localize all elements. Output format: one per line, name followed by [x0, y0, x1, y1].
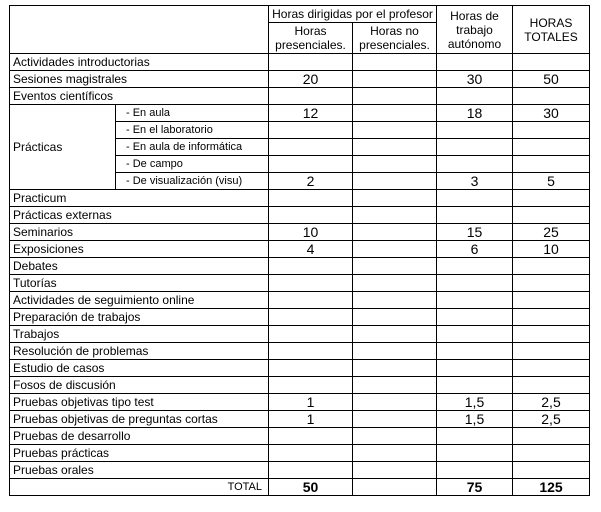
- table-row: [10, 224, 590, 241]
- total-total: 125: [513, 479, 590, 496]
- cell-presenciales: 2: [269, 173, 353, 190]
- header-no-presenciales: Horas no presenciales.: [353, 23, 437, 54]
- row-label: Pruebas orales: [10, 462, 269, 479]
- cell-presenciales: 10: [269, 224, 353, 241]
- header-totales: HORAS TOTALES: [513, 6, 590, 54]
- cell-total: 25: [513, 224, 590, 241]
- row-label: Prácticas externas: [10, 207, 269, 224]
- cell-autonomo: 18: [437, 105, 513, 122]
- table-row: [10, 343, 590, 360]
- table-row: [10, 275, 590, 292]
- table-row: [10, 462, 590, 479]
- row-label: - En aula de informática: [116, 139, 269, 156]
- cell-total: 50: [513, 71, 590, 88]
- total-label: TOTAL: [10, 479, 269, 496]
- row-label: Actividades de seguimiento online: [10, 292, 269, 309]
- row-label: Estudio de casos: [10, 360, 269, 377]
- row-label: Trabajos: [10, 326, 269, 343]
- table-row: [10, 377, 590, 394]
- row-label: - De visualización (visu): [116, 173, 269, 190]
- table-row: [10, 105, 590, 122]
- cell-total: 30: [513, 105, 590, 122]
- table-row: [10, 309, 590, 326]
- header-presenciales: Horas presenciales.: [269, 23, 353, 54]
- table-row: [10, 394, 590, 411]
- header-group-label: Horas dirigidas por el profesor: [269, 6, 437, 23]
- row-label: Seminarios: [10, 224, 269, 241]
- row-label: Practicum: [10, 190, 269, 207]
- cell-presenciales: 20: [269, 71, 353, 88]
- table-row: [10, 428, 590, 445]
- total-presenciales: 50: [269, 479, 353, 496]
- cell-autonomo: 3: [437, 173, 513, 190]
- cell-presenciales: 1: [269, 394, 353, 411]
- row-label: Exposiciones: [10, 241, 269, 258]
- row-label: Debates: [10, 258, 269, 275]
- header-blank: [10, 6, 269, 54]
- row-label: Pruebas objetivas tipo test: [10, 394, 269, 411]
- cell-presenciales: 12: [269, 105, 353, 122]
- total-row: [10, 479, 590, 496]
- cell-total: 2,5: [513, 411, 590, 428]
- cell-presenciales: 1: [269, 411, 353, 428]
- row-label: - En aula: [116, 105, 269, 122]
- table-row: [10, 292, 590, 309]
- row-label: - En el laboratorio: [116, 122, 269, 139]
- table-row: [10, 326, 590, 343]
- cell-autonomo: 30: [437, 71, 513, 88]
- table-row: [10, 54, 590, 71]
- practicas-label: Prácticas: [10, 105, 116, 190]
- row-label: Preparación de trabajos: [10, 309, 269, 326]
- row-label: Sesiones magistrales: [10, 71, 269, 88]
- row-label: Resolución de problemas: [10, 343, 269, 360]
- cell-total: 10: [513, 241, 590, 258]
- cell-total: 5: [513, 173, 590, 190]
- total-autonomo: 75: [437, 479, 513, 496]
- table-row: [10, 258, 590, 275]
- row-label: - De campo: [116, 156, 269, 173]
- table-row: [10, 241, 590, 258]
- row-label: Actividades introductorias: [10, 54, 269, 71]
- row-label: Fosos de discusión: [10, 377, 269, 394]
- cell-autonomo: 1,5: [437, 394, 513, 411]
- row-label: Tutorías: [10, 275, 269, 292]
- row-label: Pruebas objetivas de preguntas cortas: [10, 411, 269, 428]
- cell-autonomo: 15: [437, 224, 513, 241]
- hours-table: [9, 5, 590, 496]
- row-label: Pruebas de desarrollo: [10, 428, 269, 445]
- cell-presenciales: 4: [269, 241, 353, 258]
- table-row: [10, 207, 590, 224]
- cell-autonomo: 6: [437, 241, 513, 258]
- table-row: [10, 71, 590, 88]
- header-autonomo: Horas de trabajo autónomo: [437, 6, 513, 54]
- table-row: [10, 88, 590, 105]
- table-row: [10, 190, 590, 207]
- table-row: [10, 411, 590, 428]
- table-row: [10, 445, 590, 462]
- table-row: [10, 360, 590, 377]
- row-label: Eventos científicos: [10, 88, 269, 105]
- cell-autonomo: 1,5: [437, 411, 513, 428]
- row-label: Pruebas prácticas: [10, 445, 269, 462]
- cell-total: 2,5: [513, 394, 590, 411]
